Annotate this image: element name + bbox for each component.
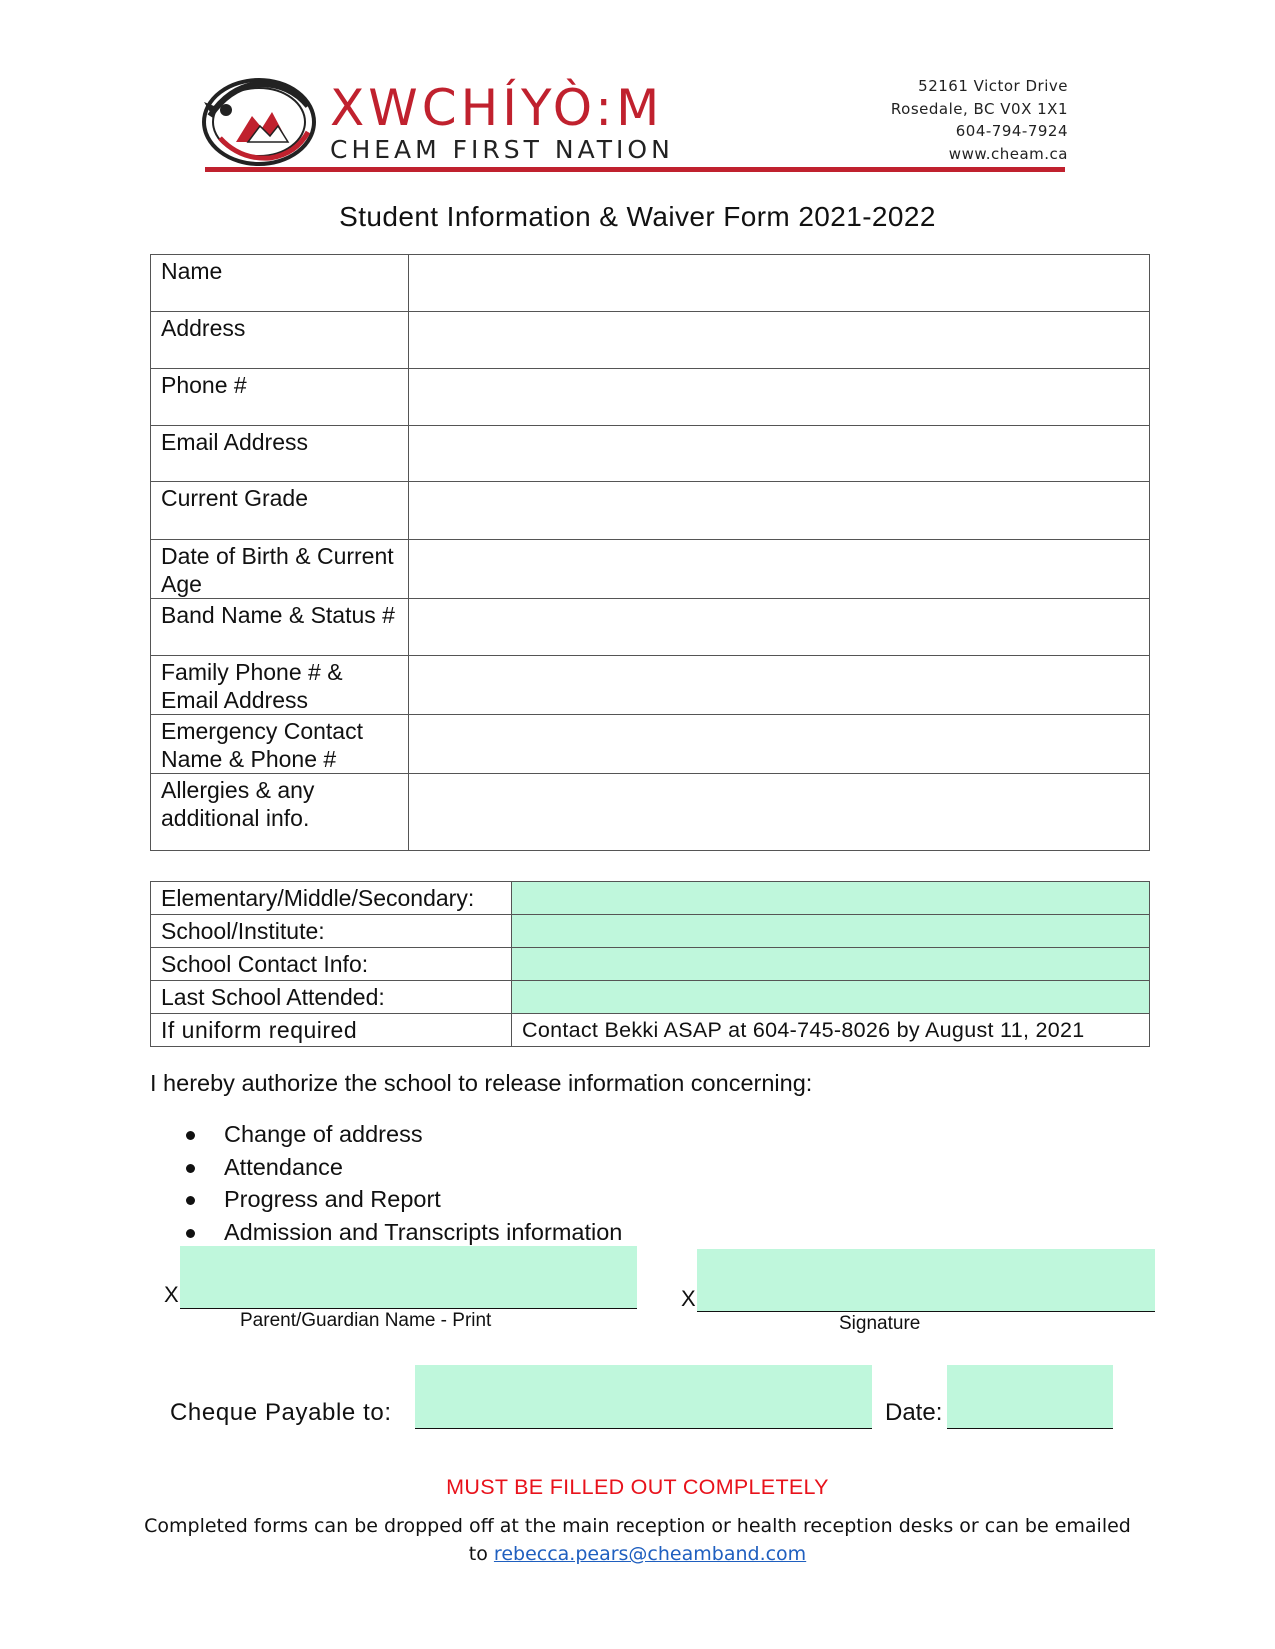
bullet-icon xyxy=(186,1229,195,1238)
band-status-field[interactable] xyxy=(409,599,1150,656)
table-row xyxy=(151,255,1150,312)
list-item xyxy=(186,1216,622,1249)
instructions-text: Completed forms can be dropped off at the main reception or health reception desks or can be emailed xyxy=(144,1515,1131,1537)
uniform-note: Contact Bekki ASAP at 604-745-8026 by August 11, 2021 xyxy=(512,1014,1150,1047)
bullet-icon xyxy=(186,1131,195,1140)
emergency-contact-field[interactable] xyxy=(409,715,1150,774)
bullet-icon xyxy=(186,1164,195,1173)
email-field[interactable] xyxy=(409,426,1150,482)
allergies-field[interactable] xyxy=(409,774,1150,851)
cheam-emblem-icon xyxy=(200,76,318,168)
list-item xyxy=(186,1183,622,1216)
field-label-school: School/Institute: xyxy=(151,915,512,948)
email-link[interactable]: rebecca.pears@cheamband.com xyxy=(493,1543,807,1565)
address-field[interactable] xyxy=(409,312,1150,369)
field-label-email: Email Address xyxy=(151,426,409,482)
cheque-payable-field[interactable] xyxy=(415,1365,872,1429)
contact-website[interactable]: www.cheam.ca xyxy=(948,144,1068,163)
guardian-name-field[interactable] xyxy=(180,1246,637,1309)
submission-instructions xyxy=(0,1512,1275,1568)
x-mark: X xyxy=(164,1282,179,1307)
signature-label: Signature xyxy=(839,1313,921,1334)
school-institute-field[interactable] xyxy=(512,915,1150,948)
contact-phone: 604-794-7924 xyxy=(955,122,1068,140)
field-label-school-contact: School Contact Info: xyxy=(151,948,512,981)
school-level-field[interactable] xyxy=(512,882,1150,915)
list-item xyxy=(186,1151,622,1184)
table-row xyxy=(151,948,1150,981)
table-row xyxy=(151,599,1150,656)
x-mark: X xyxy=(681,1286,696,1311)
table-row xyxy=(151,656,1150,715)
name-field[interactable] xyxy=(409,255,1150,312)
authorization-list xyxy=(186,1118,622,1248)
signature-field[interactable] xyxy=(697,1249,1155,1312)
guardian-name-label: Parent/Guardian Name - Print xyxy=(240,1310,492,1331)
table-row xyxy=(151,369,1150,426)
table-row xyxy=(151,915,1150,948)
list-item-text: Admission and Transcripts information xyxy=(224,1218,623,1245)
date-field[interactable] xyxy=(947,1365,1113,1429)
field-label-emergency: Emergency Contact Name & Phone # xyxy=(151,715,409,774)
dob-field[interactable] xyxy=(409,540,1150,599)
table-row xyxy=(151,312,1150,369)
field-label-address: Address xyxy=(151,312,409,369)
phone-field[interactable] xyxy=(409,369,1150,426)
list-item xyxy=(186,1118,622,1151)
field-label-last-school: Last School Attended: xyxy=(151,981,512,1014)
uniform-label: If uniform required xyxy=(151,1014,512,1047)
grade-field[interactable] xyxy=(409,482,1150,540)
contact-block xyxy=(891,75,1068,165)
list-item-text: Progress and Report xyxy=(224,1186,441,1212)
field-label-family-contact: Family Phone # & Email Address xyxy=(151,656,409,715)
field-label-dob: Date of Birth & Current Age xyxy=(151,540,409,599)
field-label-band: Band Name & Status # xyxy=(151,599,409,656)
field-label-phone: Phone # xyxy=(151,369,409,426)
table-row xyxy=(151,981,1150,1014)
instructions-email-line xyxy=(0,1540,1275,1568)
school-contact-field[interactable] xyxy=(512,948,1150,981)
family-contact-field[interactable] xyxy=(409,656,1150,715)
table-row xyxy=(151,882,1150,915)
field-label-level: Elementary/Middle/Secondary: xyxy=(151,882,512,915)
contact-street: 52161 Victor Drive xyxy=(918,77,1068,95)
list-item-text: Attendance xyxy=(224,1153,343,1180)
table-row xyxy=(151,426,1150,482)
field-label-allergies: Allergies & any additional info. xyxy=(151,774,409,851)
list-item-text: Change of address xyxy=(224,1121,423,1147)
required-warning: MUST BE FILLED OUT COMPLETELY xyxy=(446,1475,829,1499)
brand-name: XWCHÍYÒ:M xyxy=(330,79,664,137)
student-info-table xyxy=(150,254,1150,851)
bullet-icon xyxy=(186,1196,195,1205)
table-row xyxy=(151,1014,1150,1047)
date-label: Date: xyxy=(885,1399,943,1426)
last-school-field[interactable] xyxy=(512,981,1150,1014)
table-row xyxy=(151,715,1150,774)
form-title: Student Information & Waiver Form 2021-2022 xyxy=(339,201,936,232)
to-text: to xyxy=(468,1543,488,1565)
school-info-table xyxy=(150,881,1150,1047)
contact-city: Rosedale, BC V0X 1X1 xyxy=(890,99,1068,118)
authorization-intro: I hereby authorize the school to release information concerning: xyxy=(150,1070,813,1096)
header-divider xyxy=(205,167,1065,172)
table-row xyxy=(151,540,1150,599)
field-label-grade: Current Grade xyxy=(151,482,409,540)
cheque-payable-label: Cheque Payable to: xyxy=(170,1399,392,1426)
brand-subtitle: CHEAM FIRST NATION xyxy=(330,135,674,164)
field-label-name: Name xyxy=(151,255,409,312)
table-row xyxy=(151,482,1150,540)
table-row xyxy=(151,774,1150,851)
